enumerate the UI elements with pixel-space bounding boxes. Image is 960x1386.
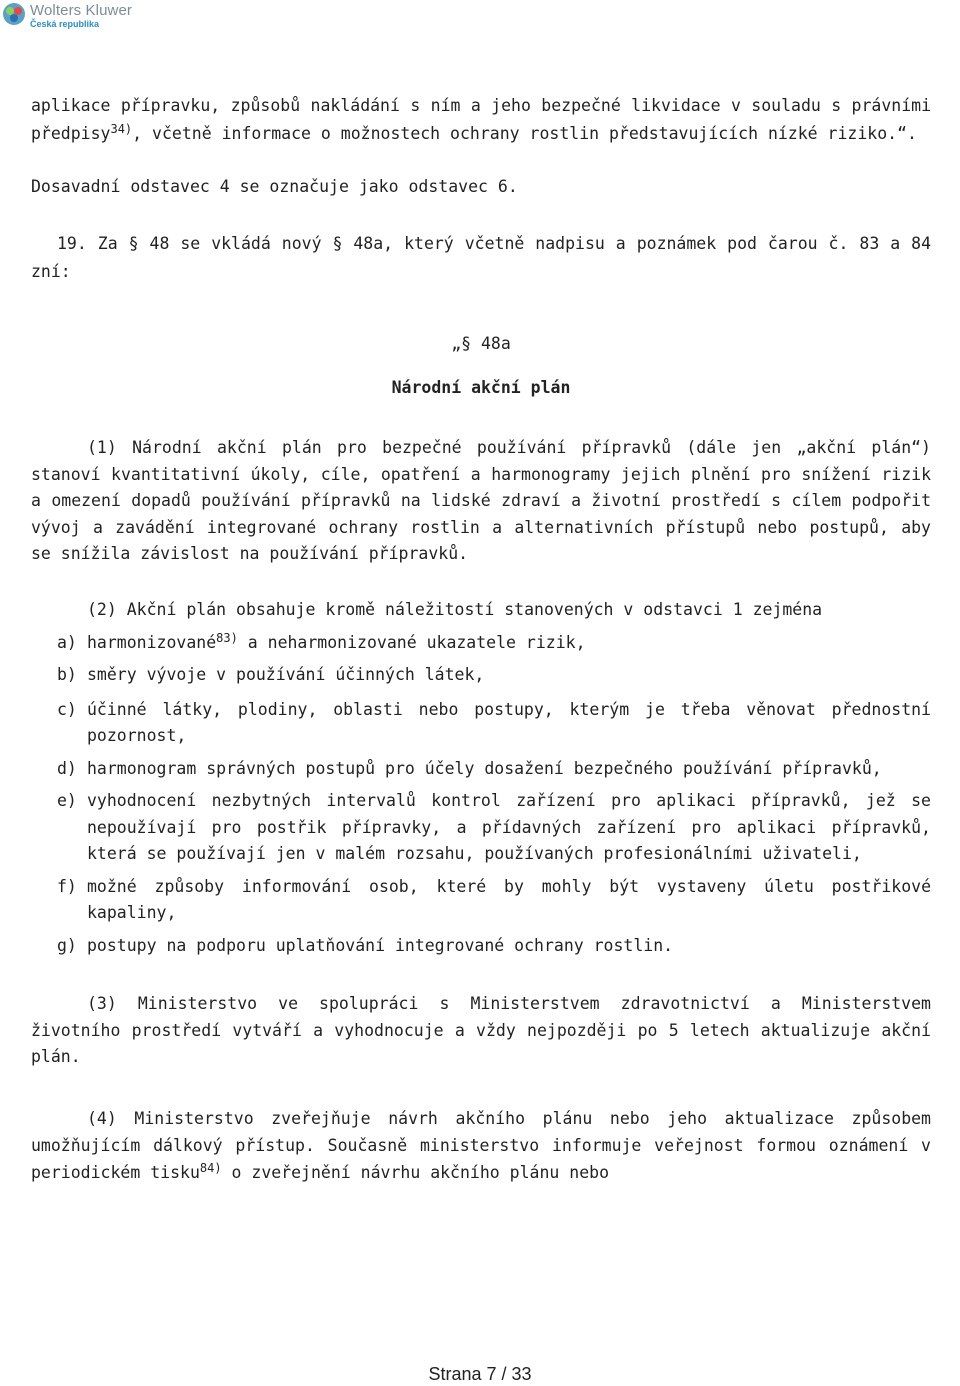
logo-name: Wolters Kluwer (30, 2, 132, 19)
list-item: e) vyhodnocení nezbytných intervalů kontrol zařízení pro aplikaci přípravků, jež se nepoužívají pro postřik přípravky, a přídavných zařízení pro aplikaci přípravků, která se používají jen v malém rozsahu, používaných profesionálními uživateli, (57, 791, 931, 863)
paragraph-intro: aplikace přípravku, způsobů nakládání s ním a jeho bezpečné likvidace v souladu s právními předpisy$^{34)}$, včetně informace o možnostech ochrany rostlin představujících nízké riziko.“. (31, 96, 931, 143)
list-item: g) postupy na podporu uplatňování integrované ochrany rostlin. (57, 935, 674, 955)
wolters-kluwer-logo-icon (2, 2, 26, 26)
list-item: c) účinné látky, plodiny, oblasti nebo postupy, kterým je třeba věnovat přednostní pozornost, (57, 699, 931, 745)
list-item: d) harmonogram správných postupů pro účely dosažení bezpečného používání přípravků, (57, 758, 882, 778)
list-item: f) možné způsoby informování osob, které by mohly být vystaveny úletu postřikové kapaliny, (57, 876, 931, 922)
logo-subtitle: Česká republika (30, 19, 100, 29)
publisher-logo (2, 2, 132, 36)
page-number: Strana 7 / 33 (428, 1364, 532, 1384)
paragraph-4: (4) Ministerstvo zveřejňuje návrh akčního plánu nebo jeho aktualizace způsobem umožňujícím dálkový přístup. Současně ministerstvo informuje veřejnost formou oznámení v periodickém tisku$^{84)}$ o zveřejnění návrhu akčního plánu nebo (31, 1108, 931, 1182)
section-number: „§ 48a (451, 334, 511, 353)
paragraph-1: (1) Národní akční plán pro bezpečné používání přípravků (dále jen „akční plán“) stanoví kvantitativní úkoly, cíle, opatření a harmonogramy jejich plnění pro snížení rizik a omezení dopadů používání přípravků na lidské zdraví a životní prostředí s cílem podpořit vývoj a zavádění integrované ochrany rostlin a alternativních přístupů nebo postupů, aby se snížila závislost na používání přípravků. (31, 438, 931, 563)
paragraph-insertion: 19. Za § 48 se vkládá nový § 48a, který včetně nadpisu a poznámek pod čarou č. 83 a 84 zní: (31, 234, 931, 281)
paragraph-renumbering: Dosavadní odstavec 4 se označuje jako odstavec 6. (31, 177, 518, 196)
footnote-ref: 84) (199, 1160, 222, 1175)
paragraph-2: (2) Akční plán obsahuje kromě náležitostí stanovených v odstavci 1 zejména (87, 599, 823, 619)
paragraph-3: (3) Ministerstvo ve spolupráci s Ministerstvem zdravotnictví a Ministerstvem životního prostředí vytváří a vyhodnocuje a vždy nejpozději po 5 letech aktualizuje akční plán. (31, 994, 931, 1066)
document-body (31, 92, 931, 1186)
list-item: a) harmonizované$^{83)}$ a neharmonizované ukazatele rizik, (57, 630, 586, 652)
list (31, 630, 931, 960)
footnote-ref: 83) (216, 630, 238, 645)
list-item: b) směry vývoje v používání účinných látek, (57, 665, 485, 684)
footnote-ref: 34) (110, 122, 133, 136)
section-title: Národní akční plán (391, 378, 571, 397)
